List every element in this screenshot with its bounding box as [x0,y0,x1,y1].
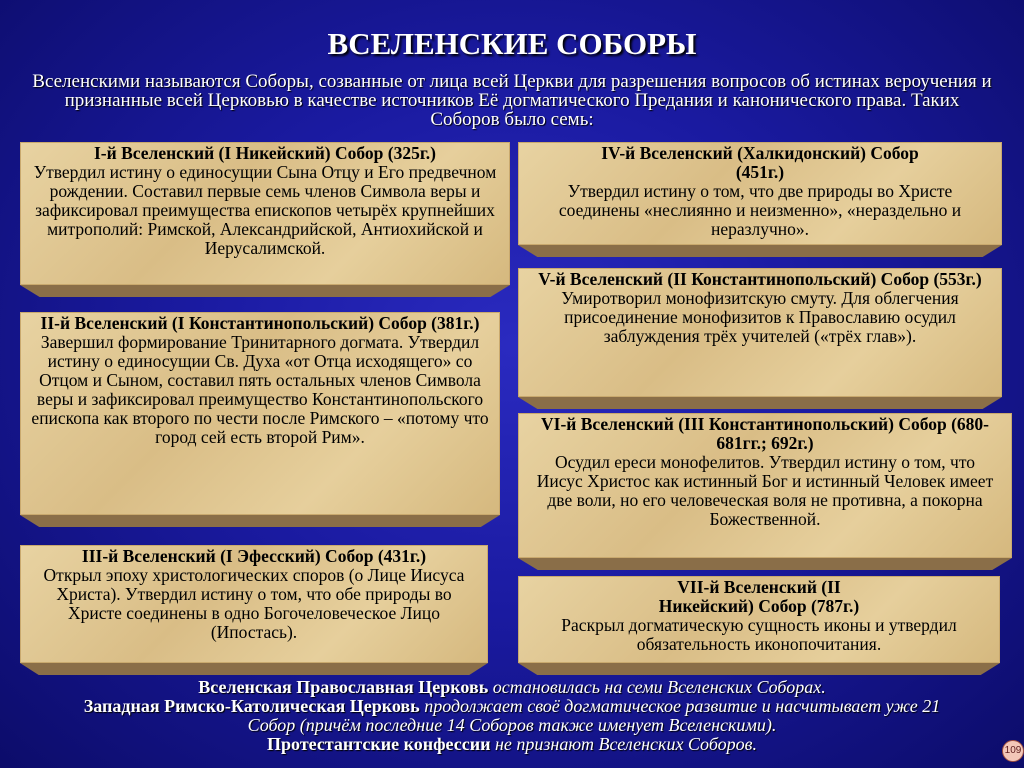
council-card-5 [518,268,1002,397]
council-heading: IV-й Вселенский (Халкидонский) Собор (451г.) [601,143,919,182]
catholic-church: Западная Римско-Католическая Церковь [83,696,420,716]
council-text: Осудил ереси монофелитов. Утвердил истину о том, что Иисус Христос как истинный Бог и истинный Человек имеет две воли, но его человеческая воля не противна, а покорна Божественной. [536,452,994,529]
council-heading: V-й Вселенский (II Константинопольский) Собор (553г.) [538,269,982,289]
council-heading: III-й Вселенский (I Эфесский) Собор (431г.) [81,546,427,566]
council-card-3 [20,545,488,663]
council-text: Раскрыл догматическую сущность иконы и утвердил обязательность иконопочитания. [561,615,957,654]
council-text: Завершил формирование Тринитарного догмата. Утвердил истину о единосущии Св. Духа «от Отца исходящего» со Отцом и Сыном, составил пять остальных членов Символа веры и зафиксировал преимущество Константинопольского епископа как второго по чести после Римского – «потому что город сей есть второй Рим». [31,332,489,447]
slide-title: ВСЕЛЕНСКИЕ СОБОРЫ [327,26,697,61]
orthodox-church: Вселенская Православная Церковь [198,677,489,697]
council-text: Открыл эпоху христологических споров (о Лице Иисуса Христа). Утвердил истину о том, что обе природы во Христе соединены в одно Богочеловеческое Лицо (Ипостась). [43,565,465,642]
protestant-note: не признают Вселенских Соборов. [490,734,757,754]
orthodox-note: остановилась на семи Вселенских Соборах. [488,677,826,697]
footer-text [0,678,1024,754]
council-card-4 [518,142,1002,245]
protestant-confessions: Протестантские конфессии [267,734,491,754]
council-heading: II-й Вселенский (I Константинопольский) Собор (381г.) [40,313,480,333]
page-number: 109 [1002,740,1024,762]
council-card-1 [20,142,510,285]
council-text: Утвердил истину о единосущии Сына Отцу и Его предвечном рождении. Составил первые семь членов Символа веры и зафиксировал преимущества епископов четырёх крупнейших митрополий: Римской, Александрийской, Антиохийской и Иерусалимской. [33,162,497,258]
council-card-2 [20,312,500,515]
council-heading: I-й Вселенский (I Никейский) Собор (325г.) [93,143,437,163]
catholic-note: продолжает своё догматическое развитие и насчитывает уже 21 Собор (причём последние 14 Соборов также именует Вселенскими). [247,696,941,735]
council-card-6 [518,413,1012,558]
council-text: Умиротворил монофизитскую смуту. Для облегчения присоединение монофизитов к Православию осудил заблуждения трёх учителей («трёх глав»). [561,288,959,346]
council-heading: VII-й Вселенский (II Никейский) Собор (787г.) [658,577,860,616]
council-heading: VI-й Вселенский (III Константинопольский) Собор (680-681гг.; 692г.) [541,414,989,453]
intro-text: Вселенскими называются Соборы, созванные от лица всей Церкви для разрешения вопросов об истинах вероучения и признанные всей Церковью в качестве источников Её догматического Предания и канонического права. Таких Соборов было семь: [32,71,992,130]
council-card-7 [518,576,1000,663]
council-text: Утвердил истину о том, что две природы во Христе соединены «неслиянно и неизменно», «нераздельно и неразлучно». [558,181,962,239]
